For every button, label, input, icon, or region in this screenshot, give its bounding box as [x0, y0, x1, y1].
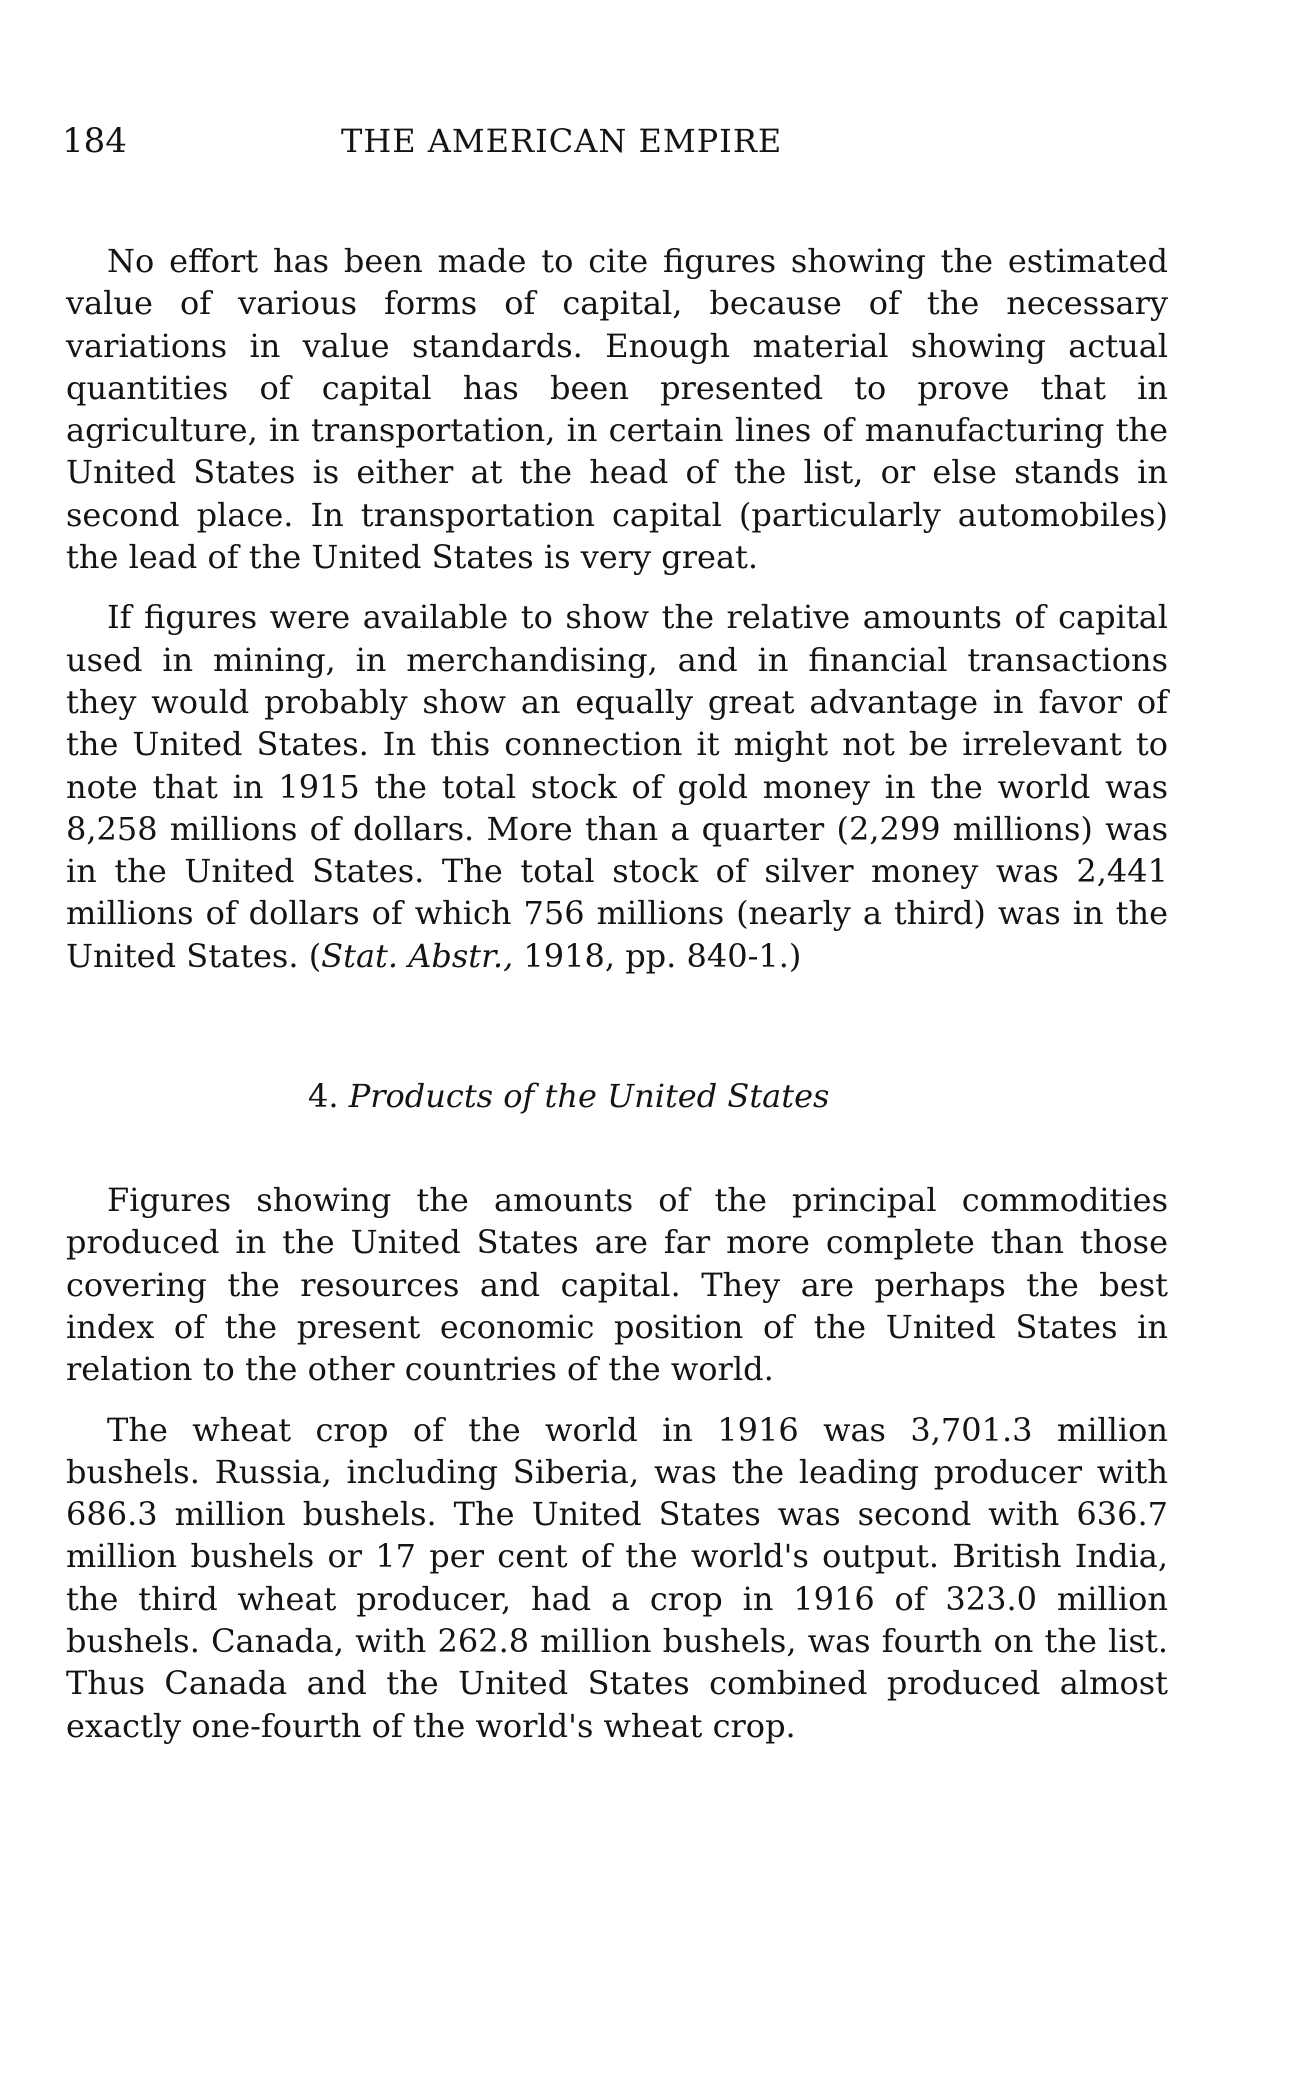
section-number: 4. [308, 1077, 339, 1116]
paragraph-gold-silver-money [66, 596, 1168, 977]
paragraph-text: If figures were available to show the relative amounts of capital used in mining, in merchandising, and in financial transactions they would probably show an equally great advantage in favor of the United States. In this connection it might not be irrelevant to note that in 1915 the total stock of gold money in the world was 8,258 millions of dollars. More than a quarter (2,299 millions) was in the United States. The total stock of silver money was 2,441 millions of dollars of which 756 millions (nearly a third) was in the United States. ( [66, 598, 1168, 975]
paragraph-wheat-crop: The wheat crop of the world in 1916 was 3,701.3 million bushels. Russia, including Siberia, was the leading producer with 686.3 million bushels. The United States was second with 636.7 million bushels or 17 per cent of the world's output. British India, the third wheat producer, had a crop in 1916 of 323.0 million bushels. Canada, with 262.8 million bushels, was fourth on the list. Thus Canada and the United States combined produced almost exactly one-fourth of the world's wheat crop. [66, 1410, 1168, 1745]
citation-details: 1918, pp. 840-1.) [513, 936, 802, 975]
body-text [66, 240, 1168, 1765]
page-number: 184 [62, 121, 127, 161]
section-title: Products of the United States [348, 1077, 830, 1116]
paragraph-capital-estimates: No effort has been made to cite figures showing the estimated value of various forms of capital, because of the necessary variations in value standards. Enough material showing actual quantities of capital has been presented to prove that in agriculture, in transportation, in certain lines of manufacturing the United States is either at the head of the list, or else stands in second place. In transportation capital (particularly automobiles) the lead of the United States is very great. [66, 242, 1168, 577]
section-heading [66, 1075, 1168, 1117]
running-title: THE AMERICAN EMPIRE [341, 122, 783, 160]
paragraph-commodities: Figures showing the amounts of the principal commodities produced in the United States are far more complete than those covering the resources and capital. They are perhaps the best index of the present economic position of the United States in relation to the other countries of the world. [66, 1181, 1168, 1389]
citation-source: Stat. Abstr., [321, 936, 514, 975]
running-header [62, 116, 1162, 166]
